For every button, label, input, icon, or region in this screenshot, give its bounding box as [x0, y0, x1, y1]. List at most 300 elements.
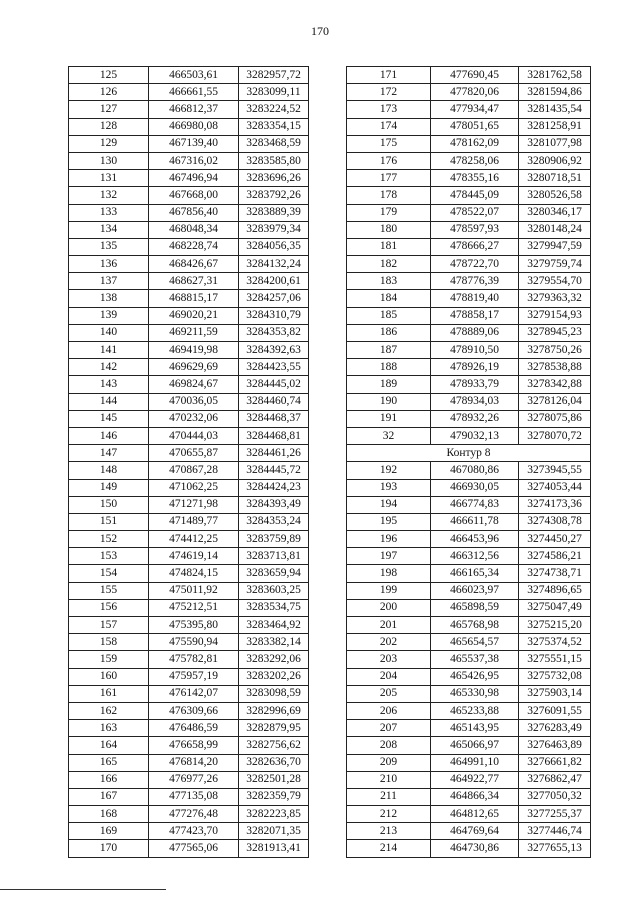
table-row [347, 496, 591, 513]
point-number: 173 [347, 101, 431, 118]
y-coordinate: 3278075,86 [519, 410, 591, 427]
x-coordinate: 464866,34 [431, 788, 519, 805]
point-number: 176 [347, 152, 431, 169]
point-number: 128 [69, 118, 149, 135]
y-coordinate: 3284460,74 [239, 393, 309, 410]
y-coordinate: 3284353,24 [239, 513, 309, 530]
point-number: 130 [69, 152, 149, 169]
x-coordinate: 468815,17 [149, 290, 239, 307]
point-number: 187 [347, 342, 431, 359]
y-coordinate: 3275215,20 [519, 617, 591, 634]
y-coordinate: 3284393,49 [239, 496, 309, 513]
point-number: 153 [69, 548, 149, 565]
table-row [347, 462, 591, 479]
y-coordinate: 3277446,74 [519, 823, 591, 840]
x-coordinate: 470655,87 [149, 445, 239, 462]
y-coordinate: 3274450,27 [519, 531, 591, 548]
x-coordinate: 465768,98 [431, 617, 519, 634]
x-coordinate: 465066,97 [431, 737, 519, 754]
table-row [69, 685, 309, 702]
x-coordinate: 465537,38 [431, 651, 519, 668]
point-number: 197 [347, 548, 431, 565]
y-coordinate: 3283224,52 [239, 101, 309, 118]
y-coordinate: 3281258,91 [519, 118, 591, 135]
x-coordinate: 476142,07 [149, 685, 239, 702]
point-number: 213 [347, 823, 431, 840]
point-number: 198 [347, 565, 431, 582]
table-row [69, 427, 309, 444]
table-row [69, 565, 309, 582]
x-coordinate: 476309,66 [149, 702, 239, 719]
table-row [69, 67, 309, 84]
point-number: 161 [69, 685, 149, 702]
table-row [69, 771, 309, 788]
table-row [347, 238, 591, 255]
y-coordinate: 3284461,26 [239, 445, 309, 462]
point-number: 175 [347, 135, 431, 152]
x-coordinate: 470444,03 [149, 427, 239, 444]
point-number: 211 [347, 788, 431, 805]
y-coordinate: 3283792,26 [239, 187, 309, 204]
point-number: 137 [69, 273, 149, 290]
x-coordinate: 475957,19 [149, 668, 239, 685]
x-coordinate: 474619,14 [149, 548, 239, 565]
point-number: 167 [69, 788, 149, 805]
point-number: 205 [347, 685, 431, 702]
point-number: 195 [347, 513, 431, 530]
y-coordinate: 3283099,11 [239, 84, 309, 101]
x-coordinate: 477820,06 [431, 84, 519, 101]
x-coordinate: 477135,08 [149, 788, 239, 805]
x-coordinate: 478666,27 [431, 238, 519, 255]
point-number: 186 [347, 324, 431, 341]
point-number: 193 [347, 479, 431, 496]
point-number: 177 [347, 170, 431, 187]
table-row [69, 342, 309, 359]
point-number: 208 [347, 737, 431, 754]
x-coordinate: 478776,39 [431, 273, 519, 290]
table-row [347, 135, 591, 152]
point-number: 148 [69, 462, 149, 479]
page-number: 170 [311, 24, 329, 38]
point-number: 214 [347, 840, 431, 857]
point-number: 209 [347, 754, 431, 771]
table-row [69, 170, 309, 187]
y-coordinate: 3274308,78 [519, 513, 591, 530]
x-coordinate: 478051,65 [431, 118, 519, 135]
x-coordinate: 478819,40 [431, 290, 519, 307]
table-row [347, 204, 591, 221]
table-row [69, 513, 309, 530]
y-coordinate: 3283979,34 [239, 221, 309, 238]
y-coordinate: 3273945,55 [519, 462, 591, 479]
point-number: 162 [69, 702, 149, 719]
x-coordinate: 468426,67 [149, 256, 239, 273]
x-coordinate: 464991,10 [431, 754, 519, 771]
x-coordinate: 475395,80 [149, 617, 239, 634]
table-row [347, 290, 591, 307]
table-row [69, 187, 309, 204]
y-coordinate: 3276463,89 [519, 737, 591, 754]
x-coordinate: 465898,59 [431, 599, 519, 616]
point-number: 190 [347, 393, 431, 410]
point-number: 156 [69, 599, 149, 616]
table-row [69, 582, 309, 599]
x-coordinate: 466312,56 [431, 548, 519, 565]
table-row [347, 806, 591, 823]
y-coordinate: 3276862,47 [519, 771, 591, 788]
point-number: 129 [69, 135, 149, 152]
y-coordinate: 3283696,26 [239, 170, 309, 187]
footnote-separator [0, 889, 166, 890]
table-row [347, 479, 591, 496]
x-coordinate: 477276,48 [149, 806, 239, 823]
x-coordinate: 478858,17 [431, 307, 519, 324]
x-coordinate: 468228,74 [149, 238, 239, 255]
table-row [69, 393, 309, 410]
table-row [69, 307, 309, 324]
y-coordinate: 3276283,49 [519, 720, 591, 737]
point-number: 178 [347, 187, 431, 204]
table-row [69, 84, 309, 101]
table-row [69, 823, 309, 840]
y-coordinate: 3282879,95 [239, 720, 309, 737]
table-row [69, 324, 309, 341]
y-coordinate: 3283713,81 [239, 548, 309, 565]
point-number: 155 [69, 582, 149, 599]
x-coordinate: 478926,19 [431, 359, 519, 376]
y-coordinate: 3274738,71 [519, 565, 591, 582]
x-coordinate: 467080,86 [431, 462, 519, 479]
contour-label: Контур 8 [347, 445, 591, 462]
x-coordinate: 475212,51 [149, 599, 239, 616]
table-row [347, 376, 591, 393]
table-row [347, 840, 591, 857]
x-coordinate: 478722,70 [431, 256, 519, 273]
table-row [347, 582, 591, 599]
point-number: 180 [347, 221, 431, 238]
y-coordinate: 3283382,14 [239, 634, 309, 651]
table-row [347, 685, 591, 702]
table-row [347, 737, 591, 754]
x-coordinate: 464922,77 [431, 771, 519, 788]
x-coordinate: 466453,96 [431, 531, 519, 548]
y-coordinate: 3284132,24 [239, 256, 309, 273]
point-number: 141 [69, 342, 149, 359]
table-row [347, 531, 591, 548]
table-row [69, 668, 309, 685]
table-row [69, 702, 309, 719]
x-coordinate: 474824,15 [149, 565, 239, 582]
x-coordinate: 471489,77 [149, 513, 239, 530]
table-row [69, 359, 309, 376]
x-coordinate: 470232,06 [149, 410, 239, 427]
point-number: 192 [347, 462, 431, 479]
table-row [69, 634, 309, 651]
table-row [69, 221, 309, 238]
y-coordinate: 3279154,93 [519, 307, 591, 324]
table-row [69, 479, 309, 496]
table-row [69, 754, 309, 771]
point-number: 171 [347, 67, 431, 84]
y-coordinate: 3283202,26 [239, 668, 309, 685]
point-number: 165 [69, 754, 149, 771]
y-coordinate: 3276661,82 [519, 754, 591, 771]
x-coordinate: 477690,45 [431, 67, 519, 84]
x-coordinate: 465654,57 [431, 634, 519, 651]
y-coordinate: 3284445,02 [239, 376, 309, 393]
point-number: 143 [69, 376, 149, 393]
point-number: 201 [347, 617, 431, 634]
table-row [347, 187, 591, 204]
y-coordinate: 3280718,51 [519, 170, 591, 187]
table-row [347, 324, 591, 341]
table-row [347, 513, 591, 530]
y-coordinate: 3283464,92 [239, 617, 309, 634]
point-number: 199 [347, 582, 431, 599]
y-coordinate: 3278342,88 [519, 376, 591, 393]
y-coordinate: 3280526,58 [519, 187, 591, 204]
point-number: 160 [69, 668, 149, 685]
table-row [69, 599, 309, 616]
table-row [347, 702, 591, 719]
point-number: 191 [347, 410, 431, 427]
x-coordinate: 478889,06 [431, 324, 519, 341]
x-coordinate: 478522,07 [431, 204, 519, 221]
point-number: 149 [69, 479, 149, 496]
y-coordinate: 3281913,41 [239, 840, 309, 857]
x-coordinate: 476814,20 [149, 754, 239, 771]
y-coordinate: 3284468,81 [239, 427, 309, 444]
table-row [347, 771, 591, 788]
point-number: 188 [347, 359, 431, 376]
point-number: 138 [69, 290, 149, 307]
point-number: 125 [69, 67, 149, 84]
table-row [347, 565, 591, 582]
table-row [69, 256, 309, 273]
y-coordinate: 3284310,79 [239, 307, 309, 324]
x-coordinate: 466930,05 [431, 479, 519, 496]
table-row [69, 152, 309, 169]
coordinates-table-left [68, 66, 309, 858]
table-row [69, 445, 309, 462]
point-number: 147 [69, 445, 149, 462]
y-coordinate: 3275732,08 [519, 668, 591, 685]
point-number: 131 [69, 170, 149, 187]
y-coordinate: 3283585,80 [239, 152, 309, 169]
table-row [69, 651, 309, 668]
x-coordinate: 466661,55 [149, 84, 239, 101]
point-number: 150 [69, 496, 149, 513]
table-row [69, 118, 309, 135]
y-coordinate: 3283468,59 [239, 135, 309, 152]
y-coordinate: 3282636,70 [239, 754, 309, 771]
point-number: 207 [347, 720, 431, 737]
y-coordinate: 3284423,55 [239, 359, 309, 376]
y-coordinate: 3284056,35 [239, 238, 309, 255]
x-coordinate: 466165,34 [431, 565, 519, 582]
y-coordinate: 3276091,55 [519, 702, 591, 719]
point-number: 196 [347, 531, 431, 548]
table-row [69, 376, 309, 393]
table-row [347, 720, 591, 737]
x-coordinate: 478445,09 [431, 187, 519, 204]
x-coordinate: 479032,13 [431, 427, 519, 444]
y-coordinate: 3279554,70 [519, 273, 591, 290]
x-coordinate: 477423,70 [149, 823, 239, 840]
x-coordinate: 471271,98 [149, 496, 239, 513]
x-coordinate: 469824,67 [149, 376, 239, 393]
x-coordinate: 475011,92 [149, 582, 239, 599]
table-row [347, 221, 591, 238]
y-coordinate: 3282223,85 [239, 806, 309, 823]
x-coordinate: 470867,28 [149, 462, 239, 479]
point-number: 170 [69, 840, 149, 857]
y-coordinate: 3283354,15 [239, 118, 309, 135]
point-number: 32 [347, 427, 431, 444]
y-coordinate: 3283534,75 [239, 599, 309, 616]
point-number: 126 [69, 84, 149, 101]
x-coordinate: 467139,40 [149, 135, 239, 152]
y-coordinate: 3284392,63 [239, 342, 309, 359]
y-coordinate: 3283759,89 [239, 531, 309, 548]
table-row [347, 548, 591, 565]
table-row [69, 135, 309, 152]
table-row [69, 531, 309, 548]
y-coordinate: 3275551,15 [519, 651, 591, 668]
x-coordinate: 478355,16 [431, 170, 519, 187]
x-coordinate: 468627,31 [149, 273, 239, 290]
table-row [69, 410, 309, 427]
x-coordinate: 467496,94 [149, 170, 239, 187]
table-row [347, 118, 591, 135]
point-number: 135 [69, 238, 149, 255]
y-coordinate: 3274053,44 [519, 479, 591, 496]
y-coordinate: 3284424,23 [239, 479, 309, 496]
point-number: 151 [69, 513, 149, 530]
point-number: 139 [69, 307, 149, 324]
point-number: 210 [347, 771, 431, 788]
y-coordinate: 3280906,92 [519, 152, 591, 169]
point-number: 204 [347, 668, 431, 685]
x-coordinate: 466023,97 [431, 582, 519, 599]
table-row [347, 427, 591, 444]
x-coordinate: 466980,08 [149, 118, 239, 135]
y-coordinate: 3279759,74 [519, 256, 591, 273]
x-coordinate: 476486,59 [149, 720, 239, 737]
point-number: 142 [69, 359, 149, 376]
x-coordinate: 464769,64 [431, 823, 519, 840]
y-coordinate: 3274896,65 [519, 582, 591, 599]
x-coordinate: 469419,98 [149, 342, 239, 359]
y-coordinate: 3283098,59 [239, 685, 309, 702]
x-coordinate: 475782,81 [149, 651, 239, 668]
table-row [347, 67, 591, 84]
table-row [347, 617, 591, 634]
y-coordinate: 3283292,06 [239, 651, 309, 668]
x-coordinate: 477934,47 [431, 101, 519, 118]
point-number: 133 [69, 204, 149, 221]
x-coordinate: 466503,61 [149, 67, 239, 84]
point-number: 140 [69, 324, 149, 341]
point-number: 174 [347, 118, 431, 135]
x-coordinate: 477565,06 [149, 840, 239, 857]
point-number: 163 [69, 720, 149, 737]
x-coordinate: 468048,34 [149, 221, 239, 238]
table-row [69, 290, 309, 307]
table-row [347, 256, 591, 273]
table-row [347, 273, 591, 290]
point-number: 127 [69, 101, 149, 118]
x-coordinate: 465330,98 [431, 685, 519, 702]
x-coordinate: 465426,95 [431, 668, 519, 685]
y-coordinate: 3274586,21 [519, 548, 591, 565]
table-row [69, 737, 309, 754]
x-coordinate: 466774,83 [431, 496, 519, 513]
table-row [347, 307, 591, 324]
contour-header-row [347, 445, 591, 462]
point-number: 134 [69, 221, 149, 238]
y-coordinate: 3283889,39 [239, 204, 309, 221]
point-number: 164 [69, 737, 149, 754]
y-coordinate: 3281594,86 [519, 84, 591, 101]
x-coordinate: 465233,88 [431, 702, 519, 719]
y-coordinate: 3274173,36 [519, 496, 591, 513]
coordinates-table-right [346, 66, 591, 858]
table-row [347, 788, 591, 805]
point-number: 212 [347, 806, 431, 823]
x-coordinate: 476658,99 [149, 737, 239, 754]
y-coordinate: 3278750,26 [519, 342, 591, 359]
x-coordinate: 466812,37 [149, 101, 239, 118]
y-coordinate: 3284353,82 [239, 324, 309, 341]
x-coordinate: 478933,79 [431, 376, 519, 393]
point-number: 136 [69, 256, 149, 273]
y-coordinate: 3275903,14 [519, 685, 591, 702]
point-number: 194 [347, 496, 431, 513]
x-coordinate: 467316,02 [149, 152, 239, 169]
y-coordinate: 3282071,35 [239, 823, 309, 840]
point-number: 146 [69, 427, 149, 444]
y-coordinate: 3275374,52 [519, 634, 591, 651]
x-coordinate: 466611,78 [431, 513, 519, 530]
table-row [69, 101, 309, 118]
y-coordinate: 3277050,32 [519, 788, 591, 805]
point-number: 154 [69, 565, 149, 582]
y-coordinate: 3284200,61 [239, 273, 309, 290]
point-number: 183 [347, 273, 431, 290]
table-row [69, 617, 309, 634]
point-number: 158 [69, 634, 149, 651]
point-number: 166 [69, 771, 149, 788]
y-coordinate: 3278538,88 [519, 359, 591, 376]
x-coordinate: 478934,03 [431, 393, 519, 410]
y-coordinate: 3281077,98 [519, 135, 591, 152]
y-coordinate: 3278126,04 [519, 393, 591, 410]
table-row [347, 634, 591, 651]
x-coordinate: 474412,25 [149, 531, 239, 548]
table-row [69, 204, 309, 221]
table-row [347, 599, 591, 616]
point-number: 132 [69, 187, 149, 204]
point-number: 152 [69, 531, 149, 548]
y-coordinate: 3282957,72 [239, 67, 309, 84]
y-coordinate: 3278945,23 [519, 324, 591, 341]
table-row [347, 410, 591, 427]
y-coordinate: 3284445,72 [239, 462, 309, 479]
point-number: 189 [347, 376, 431, 393]
x-coordinate: 464730,86 [431, 840, 519, 857]
